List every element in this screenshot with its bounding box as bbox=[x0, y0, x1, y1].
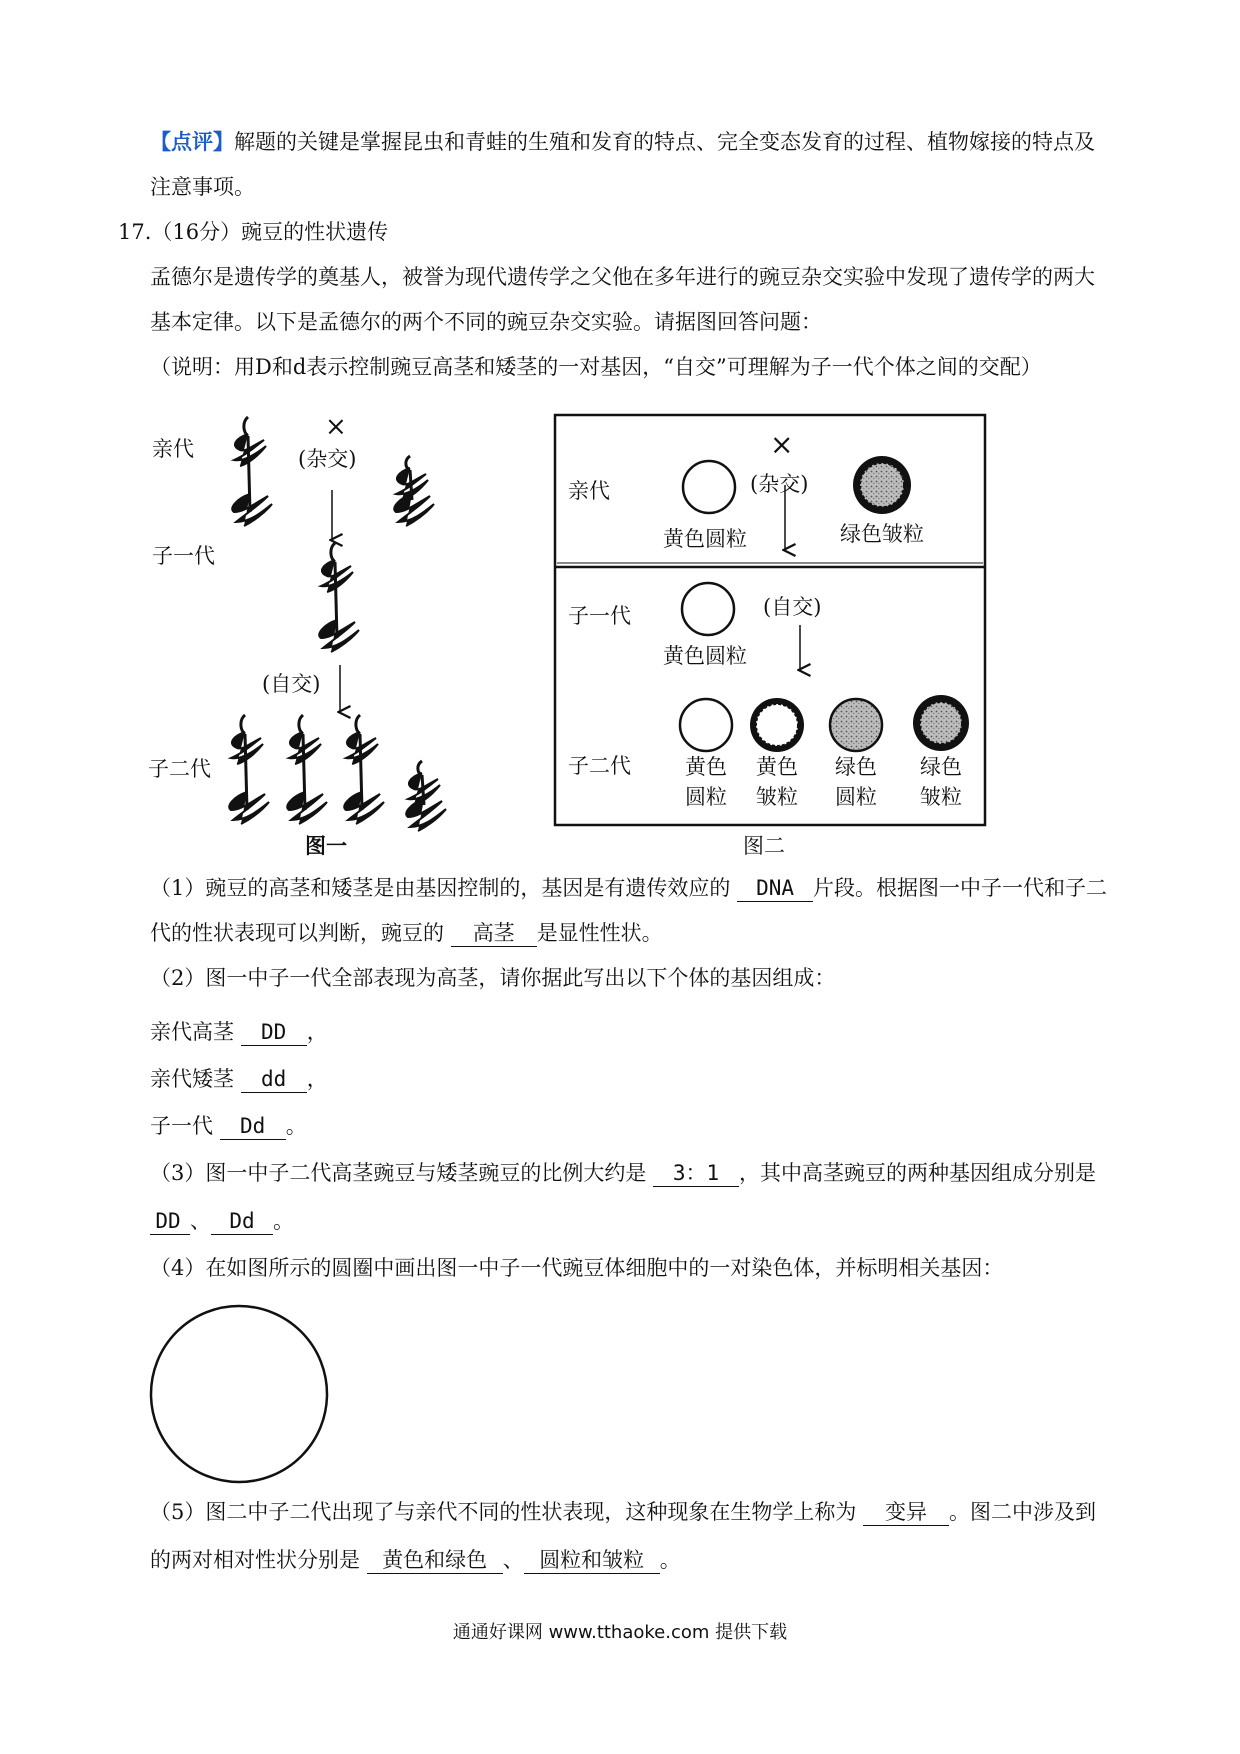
fig2-cross-symbol: × bbox=[770, 428, 794, 461]
q2-prompt: （2）图一中子一代全部表现为高茎，请你据此写出以下个体的基因组成： bbox=[150, 966, 836, 990]
fig2-parent-green-wrinkled-seed bbox=[853, 456, 911, 514]
q5-text-b: 。图二中涉及到 bbox=[949, 1500, 1097, 1524]
fig2-parent-left-label: 黄色圆粒 bbox=[663, 527, 747, 551]
fig1-f2-plant-1 bbox=[229, 715, 269, 824]
q5-line-1 bbox=[150, 1497, 1096, 1527]
question-intro-1: 孟德尔是遗传学的奠基人，被誉为现代遗传学之父他在多年进行的豌豆杂交实验中发现了遗传学的两大 bbox=[150, 265, 1095, 289]
question-intro-2: 基本定律。以下是孟德尔的两个不同的豌豆杂交实验。请据图回答问题： bbox=[150, 310, 822, 334]
fig2-f2-seed-yellow-round bbox=[680, 699, 732, 751]
q5-line-2 bbox=[150, 1545, 681, 1575]
fig1-f2-label: 子二代 bbox=[148, 757, 211, 781]
q2-answer-f1: Dd bbox=[220, 1113, 286, 1140]
fig2-f1-label: 子一代 bbox=[568, 604, 631, 628]
q5-answer-variation: 变异 bbox=[863, 1499, 949, 1526]
q4-prompt: （4）在如图所示的圆圈中画出图一中子一代豌豆体细胞中的一对染色体，并标明相关基因： bbox=[150, 1256, 1004, 1280]
q2-row-2 bbox=[150, 1064, 328, 1094]
fig1-tall-parent-plant bbox=[232, 417, 272, 526]
fig2-f2-seed-label-3-color: 绿色 bbox=[835, 755, 877, 779]
fig2-f2-label: 子二代 bbox=[568, 754, 631, 778]
q1-text-a: （1）豌豆的高茎和矮茎是由基因控制的，基因是有遗传效应的 bbox=[150, 876, 738, 900]
q2-row-1 bbox=[150, 1017, 328, 1047]
fig2-f2-seed-label-1 bbox=[680, 752, 732, 812]
fig1-f1-label: 子一代 bbox=[152, 544, 215, 568]
fig2-parent-yellow-round-seed bbox=[683, 461, 735, 513]
q3-answer-genotype-1: DD bbox=[150, 1208, 190, 1235]
fig2-f2-seed-label-4-color: 绿色 bbox=[920, 755, 962, 779]
q2-row-1-end: ， bbox=[306, 1020, 328, 1044]
q3-text-a: （3）图一中子二代高茎豌豆与矮茎豌豆的比例大约是 bbox=[150, 1161, 654, 1185]
q1-text-d: 是显性性状。 bbox=[536, 921, 663, 945]
q1-answer-dominant: 高茎 bbox=[451, 920, 537, 947]
fig1-short-parent-plant bbox=[394, 456, 434, 526]
q5-separator: 、 bbox=[502, 1548, 524, 1572]
q3-end: 。 bbox=[273, 1209, 294, 1233]
q2-row-3-label: 子一代 bbox=[150, 1114, 220, 1138]
fig1-f2-plant-4 bbox=[406, 761, 446, 831]
fig1-f1-plant bbox=[319, 543, 359, 652]
fig2-cross-label: (杂交) bbox=[750, 472, 809, 496]
page-footer: 通通好课网 www.tthaoke.com 提供下载 bbox=[452, 1622, 788, 1643]
review-line-1 bbox=[150, 127, 1095, 157]
fig2-f1-yellow-round-seed bbox=[682, 583, 734, 635]
q2-row-2-end: ， bbox=[306, 1067, 328, 1091]
q2-answer-short-parent: dd bbox=[241, 1066, 307, 1093]
q2-row-1-label: 亲代高茎 bbox=[150, 1020, 241, 1044]
fig1-parent-label: 亲代 bbox=[152, 437, 194, 461]
fig2-f2-seed-label-1-shape: 圆粒 bbox=[685, 785, 727, 809]
q5-answer-trait-2: 圆粒和皱粒 bbox=[524, 1547, 660, 1574]
fig1-f2-plant-3 bbox=[344, 715, 384, 824]
fig2-f2-seed-label-2-shape: 皱粒 bbox=[756, 785, 798, 809]
q2-row-3-end: 。 bbox=[285, 1114, 307, 1138]
q3-answer-genotype-2: Dd bbox=[211, 1208, 273, 1235]
q5-answer-trait-1: 黄色和绿色 bbox=[367, 1547, 503, 1574]
q3-line-2 bbox=[150, 1206, 294, 1236]
q3-answer-ratio: 3：1 bbox=[653, 1160, 739, 1187]
fig2-f1-seed-label: 黄色圆粒 bbox=[663, 644, 747, 668]
fig2-parent-right-label: 绿色皱粒 bbox=[840, 522, 924, 546]
fig1-self-label: (自交) bbox=[262, 672, 321, 696]
fig2-f2-seed-label-1-color: 黄色 bbox=[685, 755, 727, 779]
review-line-2: 注意事项。 bbox=[150, 175, 255, 199]
fig2-f2-seed-label-2-color: 黄色 bbox=[756, 755, 798, 779]
q1-line-1 bbox=[150, 873, 1107, 903]
fig2-self-label: (自交) bbox=[763, 595, 822, 619]
q3-separator: 、 bbox=[190, 1209, 211, 1233]
fig2-f2-seed-yellow-wrinkled bbox=[750, 698, 804, 752]
fig2-f2-seed-green-round bbox=[830, 699, 882, 751]
q1-text-b: 片段。根据图一中子一代和子二 bbox=[813, 876, 1108, 900]
fig2-f2-seed-label-3-shape: 圆粒 bbox=[835, 785, 877, 809]
fig1-caption: 图一 bbox=[305, 833, 347, 858]
q5-text-c: 的两对相对性状分别是 bbox=[150, 1548, 367, 1572]
review-text-1: 解题的关键是掌握昆虫和青蛙的生殖和发育的特点、完全变态发育的过程、植物嫁接的特点及 bbox=[234, 130, 1095, 154]
q5-end: 。 bbox=[659, 1548, 681, 1572]
fig2-f2-seed-green-wrinkled bbox=[913, 695, 969, 751]
question-note: （说明：用D和d表示控制豌豆高茎和矮茎的一对基因，“自交”可理解为子一代个体之间的交配） bbox=[150, 355, 1042, 379]
q4-answer-circle[interactable] bbox=[145, 1300, 345, 1500]
q1-line-2 bbox=[150, 918, 663, 948]
fig2-f2-seed-label-4 bbox=[915, 752, 967, 812]
question-title: 17.（16分）豌豆的性状遗传 bbox=[118, 220, 389, 244]
q1-answer-dna: DNA bbox=[737, 875, 813, 902]
fig1-cross-label: (杂交) bbox=[298, 447, 357, 471]
q1-text-c: 代的性状表现可以判断，豌豆的 bbox=[150, 921, 451, 945]
fig2-caption: 图二 bbox=[743, 834, 785, 858]
fig2-parent-label: 亲代 bbox=[568, 479, 610, 503]
q3-text-b: ，其中高茎豌豆的两种基因组成分别是 bbox=[739, 1161, 1097, 1185]
fig1-cross-symbol: × bbox=[325, 412, 347, 442]
fig2-f2-seed-label-3 bbox=[830, 752, 882, 812]
q5-text-a: （5）图二中子二代出现了与亲代不同的性状表现，这种现象在生物学上称为 bbox=[150, 1500, 864, 1524]
q3-line-1 bbox=[150, 1158, 1096, 1188]
q2-answer-tall-parent: DD bbox=[241, 1019, 307, 1046]
fig2-f2-seed-label-2 bbox=[751, 752, 803, 812]
q2-row-3 bbox=[150, 1111, 307, 1141]
q2-row-2-label: 亲代矮茎 bbox=[150, 1067, 241, 1091]
fig1-f2-plant-2 bbox=[287, 715, 327, 824]
review-tag: 【点评】 bbox=[150, 129, 234, 154]
fig2-f2-seed-label-4-shape: 皱粒 bbox=[920, 785, 962, 809]
